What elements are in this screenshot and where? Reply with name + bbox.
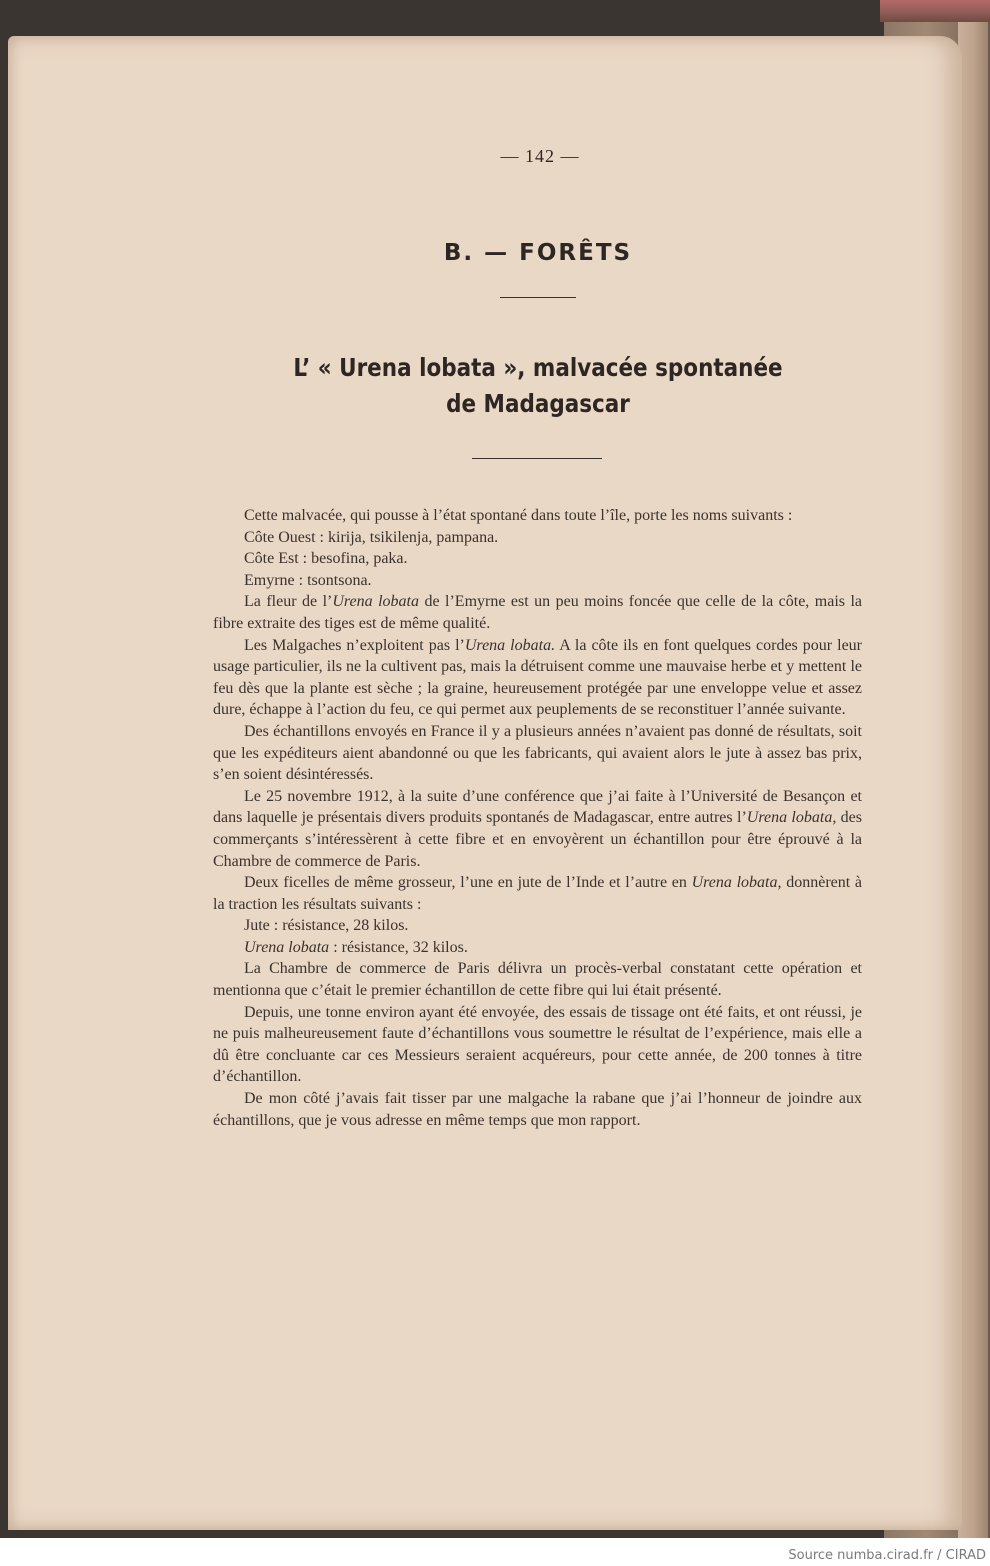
- paragraph: Côte Ouest : kirija, tsikilenja, pampana.: [244, 528, 499, 546]
- section-title: B. — FORÊTS: [443, 240, 633, 266]
- article-title-line-2: de Madagascar: [446, 389, 630, 418]
- paragraph: Côte Est : besofina, paka.: [244, 550, 408, 568]
- paragraph: Urena lobata : résistance, 32 kilos.: [244, 938, 468, 956]
- title-rule: [500, 297, 576, 298]
- paragraph: De mon côté j’avais fait tisser par une malgache la rabane que j’ai l’honneur de joindre aux échantillons, que je vous adresse en même temps que mon rapport.: [213, 1090, 862, 1129]
- book-top-edge: [880, 0, 990, 22]
- paragraph: Depuis, une tonne environ ayant été envoyée, des essais de tissage ont été faits, et ont réussi, je ne puis malheureusement faute d’échantillons vous soumettre le résultat de l’expérience, mais elle a dû être concluante car ces Messieurs seraient acquéreurs, pour cette année, de 200 tonnes à titre d’échantillon.: [213, 1003, 862, 1086]
- article-rule: [472, 458, 602, 459]
- paragraph: La fleur de l’Urena lobata de l’Emyrne est un peu moins foncée que celle de la côte, mais la fibre extraite des tiges est de même qualité.: [213, 593, 862, 632]
- paragraph: Des échantillons envoyés en France il y a plusieurs années n’avaient pas donné de résultats, soit que les expéditeurs aient abandonné ou que les fabricants, qui avaient alors le jute à assez bas prix, s’en soient désintéressés.: [213, 722, 862, 784]
- paragraph: Le 25 novembre 1912, à la suite d’une conférence que j’ai faite à l’Université de Besançon et dans laquelle je présentais divers produits spontanés de Madagascar, entre autres l’Urena lobata, des commerçants s’intéressèrent à cette fibre et en envoyèrent un échantillon pour être éprouvé à la Chambre de commerce de Paris.: [213, 787, 863, 870]
- paragraph: La Chambre de commerce de Paris délivra un procès-verbal constatant cette opération et mentionna que c’était le premier échantillon de cette fibre qui lui était présenté.: [213, 960, 862, 1000]
- paragraph: Jute : résistance, 28 kilos.: [244, 917, 409, 935]
- article-title: [273, 350, 803, 422]
- page-number: — 142 —: [500, 146, 580, 166]
- paragraph: Cette malvacée, qui pousse à l’état spontané dans toute l’île, porte les noms suivants :: [244, 507, 793, 524]
- source-credit: Source numba.cirad.fr / CIRAD: [788, 1548, 986, 1563]
- article-body: [213, 505, 862, 1131]
- paragraph: Les Malgaches n’exploitent pas l’Urena lobata. A la côte ils en font quelques cordes pour leur usage particulier, ils ne la cultivent pas, mais la détruisent comme une mauvaise herbe et y mettent le feu dès que la plante est sèche ; la graine, heureusement protégée par une enveloppe velue et assez dure, échappe à l’action du feu, ce qui permet aux peuplements de se reconstituer l’année suivante.: [213, 636, 863, 719]
- paragraph: Deux ficelles de même grosseur, l’une en jute de l’Inde et l’autre en Urena lobata, donnèrent à la traction les résultats suivants :: [213, 874, 863, 913]
- paragraph: Emyrne : tsontsona.: [244, 571, 372, 589]
- article-title-line-1: L’ « Urena lobata », malvacée spontanée: [293, 353, 783, 382]
